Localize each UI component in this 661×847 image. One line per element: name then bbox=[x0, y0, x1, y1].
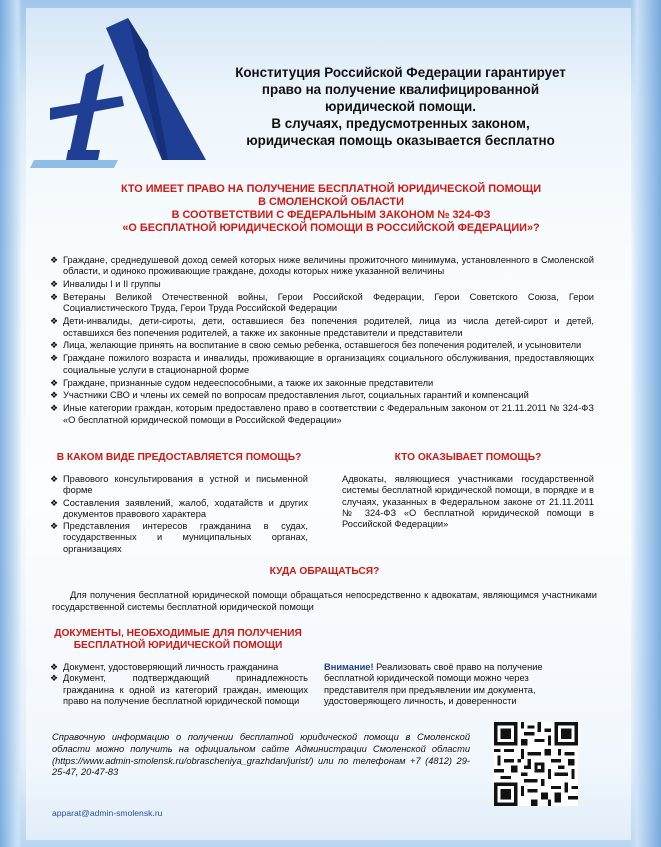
list-item bbox=[50, 340, 594, 351]
list-item bbox=[50, 255, 594, 278]
diamond-bullet-icon: ❖ bbox=[50, 377, 59, 388]
where-text: Для получения бесплатной юридической помощи обращаться непосредственно к адвокатам, являющимся участниками государственной системы бесплатной юридической помощи bbox=[52, 590, 597, 612]
documents-list bbox=[50, 662, 308, 707]
diamond-bullet-icon: ❖ bbox=[50, 662, 59, 672]
diamond-bullet-icon: ❖ bbox=[50, 390, 59, 401]
heading-line: ДОКУМЕНТЫ, НЕОБХОДИМЫЕ ДЛЯ ПОЛУЧЕНИЯ bbox=[54, 628, 302, 639]
intro-text bbox=[208, 64, 593, 149]
list-item bbox=[50, 673, 308, 707]
diamond-bullet-icon: ❖ bbox=[50, 353, 59, 364]
diamond-bullet-icon: ❖ bbox=[50, 316, 59, 327]
list-item bbox=[50, 292, 594, 315]
intro-line: юридическая помощь оказывается бесплатно bbox=[246, 133, 555, 148]
heading-line: В СООТВЕТСТВИИ С ФЕДЕРАЛЬНЫМ ЗАКОНОМ № 324-ФЗ bbox=[171, 209, 491, 221]
list-item-text: Дети-инвалиды, дети-сироты, дети, оставшиеся без попечения родителей, лица из числа детей-сирот и детей, оставшихся без попечения родителей, а также их законные представители и представители bbox=[63, 316, 594, 338]
list-item-text: Лица, желающие принять на воспитание в свою семью ребенка, оставшегося без попечения родителей, и усыновители bbox=[63, 340, 582, 351]
list-item bbox=[50, 390, 594, 401]
diamond-bullet-icon: ❖ bbox=[50, 474, 59, 484]
list-item-text: Документ, подтверждающий принадлежность гражданина к одной из категорий граждан, имеющих право на получение бесплатной юридической помощи bbox=[63, 673, 308, 706]
left-gradient-edge bbox=[0, 0, 22, 847]
list-item-text: Граждане, признанные судом недееспособными, а также их законные представители bbox=[63, 377, 434, 388]
intro-line: право на получение квалифицированной bbox=[261, 82, 540, 97]
eligibility-list bbox=[50, 255, 594, 428]
list-item bbox=[50, 403, 594, 426]
eligibility-heading bbox=[56, 183, 606, 235]
form-list bbox=[50, 474, 308, 556]
list-item-text: Инвалиды I и II группы bbox=[63, 279, 161, 290]
heading-line: БЕСПЛАТНОЙ ЮРИДИЧЕСКОЙ ПОМОЩИ bbox=[73, 640, 283, 651]
heading-line: В СМОЛЕНСКОЙ ОБЛАСТИ bbox=[258, 196, 404, 208]
list-item-text: Правового консультирования в устной и письменной форме bbox=[63, 474, 308, 496]
right-gradient-edge bbox=[631, 0, 661, 847]
intro-line: В случаях, предусмотренных законом, bbox=[271, 116, 530, 131]
list-item bbox=[50, 353, 594, 376]
list-item-text: Участники СВО и члены их семей по вопросам предоставления льгот, социальных гарантий и компенсаций bbox=[63, 390, 529, 401]
qr-code-icon[interactable] bbox=[494, 722, 578, 806]
form-heading: В КАКОМ ВИДЕ ПРЕДОСТАВЛЯЕТСЯ ПОМОЩЬ? bbox=[56, 452, 302, 463]
list-item bbox=[50, 316, 594, 339]
list-item bbox=[50, 474, 308, 497]
heading-line: КТО ИМЕЕТ ПРАВО НА ПОЛУЧЕНИЕ БЕСПЛАТНОЙ ЮРИДИЧЕСКОЙ ПОМОЩИ bbox=[120, 183, 542, 195]
provider-text: Адвокаты, являющиеся участниками государственной системы бесплатной юридической помощи, в порядке и в случаях, указанных в Федеральном законе от 21.11.2011 № 324-ФЗ «О бесплатной юридической помощи в Российской Федерации» bbox=[342, 474, 594, 530]
list-item bbox=[50, 521, 308, 555]
list-item-text: Документ, удостоверяющий личность гражданина bbox=[63, 662, 279, 672]
list-item bbox=[50, 378, 594, 389]
intro-line: юридической помощи. bbox=[325, 99, 476, 114]
list-item-text: Ветераны Великой Отечественной войны, Герои Российской Федерации, Герои Советского Союза, Герои Социалистического Труда, Герои Труда Российской Федерации bbox=[63, 292, 594, 314]
contact-email-link[interactable]: apparat@admin-smolensk.ru bbox=[52, 808, 163, 818]
diamond-bullet-icon: ❖ bbox=[50, 521, 59, 532]
heading-line: «О БЕСПЛАТНОЙ ЮРИДИЧЕСКОЙ ПОМОЩИ В РОССИЙСКОЙ ФЕДЕРАЦИИ»? bbox=[122, 222, 540, 234]
list-item-text: Граждане, среднедушевой доход семей которых ниже величины прожиточного минимума, установленного в Смоленской области, и одиноко проживающие граждане, доходы которых ниже указанной величины bbox=[63, 255, 594, 277]
attention-text: Реализовать своё право на получение бесплатной юридической помощи можно через представителя при предъявлении им документа, удостоверяющего личность, и доверенности bbox=[324, 662, 543, 706]
list-item-text: Представления интересов гражданина в судах, государственных и муниципальных органах, организациях bbox=[63, 521, 308, 554]
documents-heading bbox=[52, 628, 304, 652]
diamond-bullet-icon: ❖ bbox=[50, 497, 59, 508]
attention-label: Внимание! bbox=[324, 662, 374, 672]
letter-a-logo-icon bbox=[28, 10, 208, 170]
reference-info: Справочную информацию о получении бесплатной юридической помощи в Смоленской области можно получить на официальном сайте Администрации Смоленской области (https://www.admin-smolensk.ru/obrascheniya_grazhdan/jurist/) или по телефонам +7 (4812) 29-25-47, 20-47-83 bbox=[52, 732, 470, 778]
list-item-text: Иные категории граждан, которым предоставлено право в соответствии с Федеральным законом от 21.11.2011 № 324-ФЗ «О бесплатной юридической помощи в Российской Федерации» bbox=[63, 403, 594, 425]
diamond-bullet-icon: ❖ bbox=[50, 255, 59, 265]
list-item-text: Граждане пожилого возраста и инвалиды, проживающие в организациях социального обслуживания, предоставляющих социальные услуги в стационарной форме bbox=[63, 353, 594, 375]
list-item bbox=[50, 662, 308, 673]
list-item bbox=[50, 279, 594, 290]
diamond-bullet-icon: ❖ bbox=[50, 673, 59, 684]
list-item-text: Составления заявлений, жалоб, ходатайств и других документов правового характера bbox=[63, 497, 308, 519]
list-item bbox=[50, 498, 308, 521]
provider-heading: КТО ОКАЗЫВАЕТ ПОМОЩЬ? bbox=[394, 452, 542, 463]
diamond-bullet-icon: ❖ bbox=[50, 279, 59, 290]
diamond-bullet-icon: ❖ bbox=[50, 340, 59, 351]
attention-note bbox=[324, 662, 594, 707]
diamond-bullet-icon: ❖ bbox=[50, 292, 59, 303]
where-heading: КУДА ОБРАЩАТЬСЯ? bbox=[269, 566, 380, 577]
intro-line: Конституция Российской Федерации гарантирует bbox=[235, 65, 566, 80]
diamond-bullet-icon: ❖ bbox=[50, 403, 59, 414]
